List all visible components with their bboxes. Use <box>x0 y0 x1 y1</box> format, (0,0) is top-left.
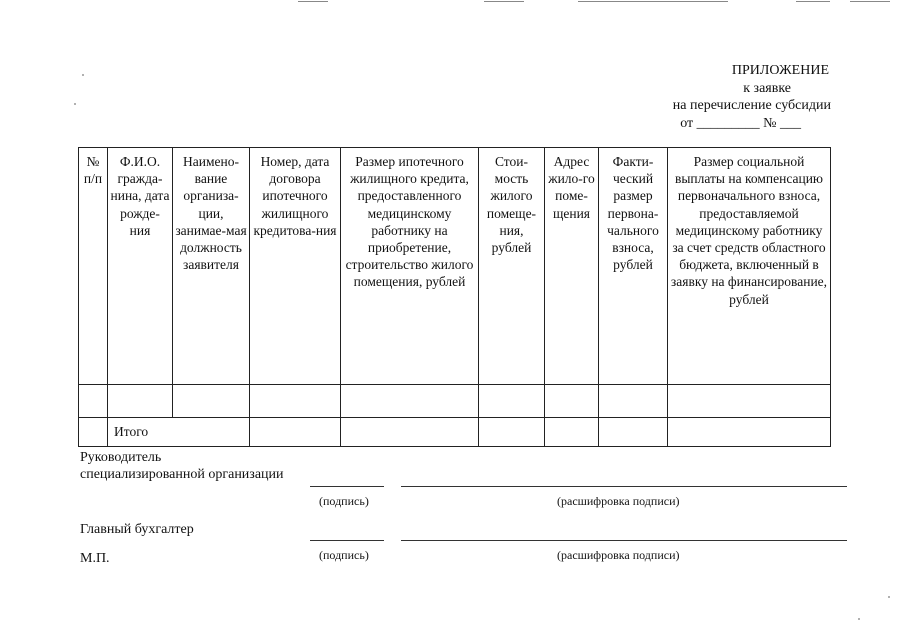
table-cell <box>545 385 599 418</box>
total-label: Итого <box>108 418 250 447</box>
table-header-row <box>79 148 831 385</box>
header-cell-fio: Ф.И.О. гражда-нина, дата рожде-ния <box>108 148 173 385</box>
appendix-title: ПРИЛОЖЕНИЕ <box>731 63 829 78</box>
subsidy-table <box>78 147 831 447</box>
table-row <box>79 385 831 418</box>
scan-mark <box>796 1 830 2</box>
scan-dot <box>74 103 76 105</box>
header-cell-address: Адрес жило-го поме-щения <box>545 148 599 385</box>
accountant-decryption-caption: (расшифровка подписи) <box>557 548 680 562</box>
table-cell <box>341 385 479 418</box>
table-cell <box>173 385 250 418</box>
header-cell-organization: Наимено-вание организа-ции, занимае-мая должность заявителя <box>173 148 250 385</box>
appendix-purpose: на перечисление субсидии <box>672 98 831 113</box>
head-signature-line <box>310 486 384 487</box>
header-cell-social-payment: Размер социальной выплаты на компенсацию первоначального взноса, предоставляемой медицинскому работнику за счет средств областного бюджета, включенный в заявку на финансирование, рублей <box>668 148 831 385</box>
table-total-row <box>79 418 831 447</box>
head-decryption-caption: (расшифровка подписи) <box>557 494 680 508</box>
scan-dot <box>858 618 860 620</box>
table-cell <box>479 385 545 418</box>
header-cell-credit-amount: Размер ипотечного жилищного кредита, предоставленного медицинскому работнику на приобретение, строительство жилого помещения, рублей <box>341 148 479 385</box>
appendix-date-number: от _________ № ___ <box>680 115 801 131</box>
table-cell <box>479 418 545 447</box>
table-cell <box>668 418 831 447</box>
table-cell <box>545 418 599 447</box>
head-title-line2: специализированной организации <box>80 467 284 482</box>
table-cell <box>599 385 668 418</box>
table-cell <box>341 418 479 447</box>
table-cell <box>250 418 341 447</box>
header-cell-initial-payment: Факти-ческий размер первона-чального взноса, рублей <box>599 148 668 385</box>
accountant-decryption-line <box>401 540 847 541</box>
header-cell-cost: Стои-мость жилого помеще-ния, рублей <box>479 148 545 385</box>
chief-accountant-title: Главный бухгалтер <box>80 522 194 537</box>
header-cell-contract: Номер, дата договора ипотечного жилищного кредитова-ния <box>250 148 341 385</box>
head-decryption-line <box>401 486 847 487</box>
table-cell <box>250 385 341 418</box>
scan-mark <box>850 1 890 2</box>
stamp-label: М.П. <box>80 551 110 566</box>
accountant-signature-line <box>310 540 384 541</box>
scan-dot <box>82 74 84 76</box>
appendix-to-request: к заявке <box>743 80 791 96</box>
table-cell <box>108 385 173 418</box>
head-signature-caption: (подпись) <box>319 494 369 508</box>
appendix-heading <box>673 62 831 132</box>
head-title-line1: Руководитель <box>80 450 162 465</box>
table-cell <box>599 418 668 447</box>
header-cell-number: № п/п <box>79 148 108 385</box>
table-cell <box>79 385 108 418</box>
table-cell <box>668 385 831 418</box>
scan-dot <box>888 596 890 598</box>
scan-mark <box>298 1 328 2</box>
scan-mark <box>484 1 524 2</box>
accountant-signature-caption: (подпись) <box>319 548 369 562</box>
scan-mark <box>578 1 728 2</box>
table-cell <box>79 418 108 447</box>
